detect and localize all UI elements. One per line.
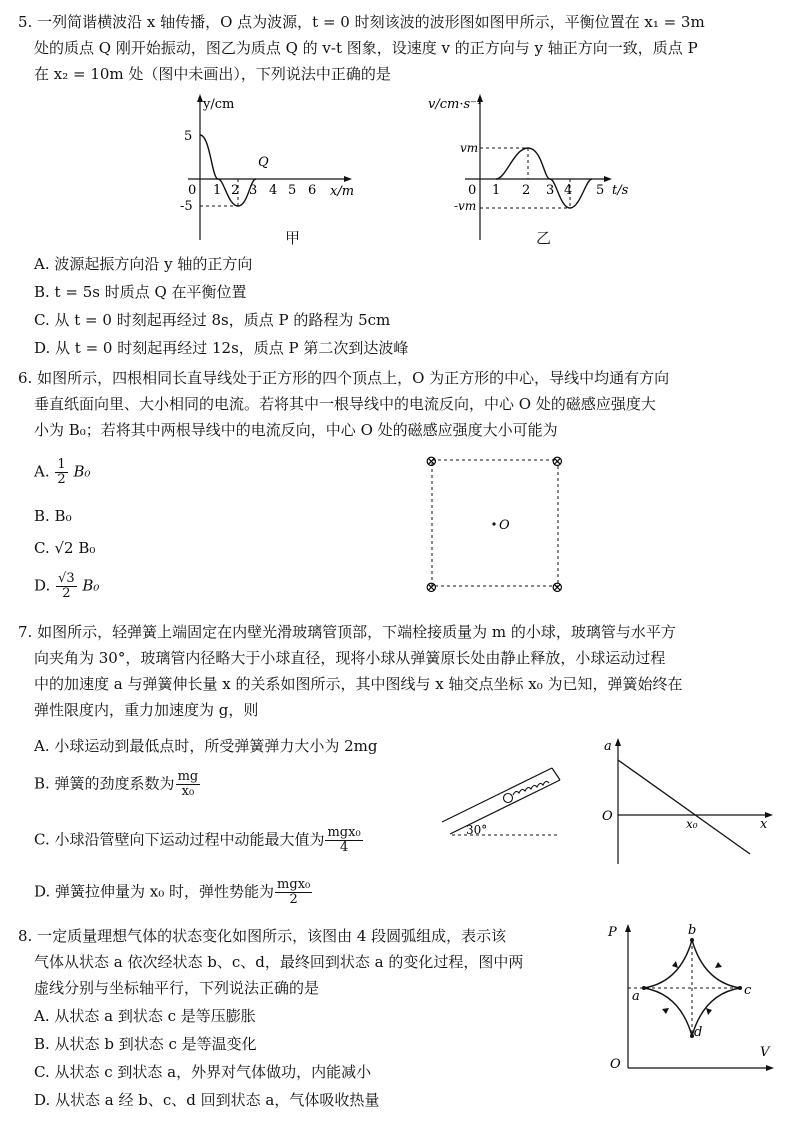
wire-top-right: ⊗ — [551, 452, 564, 470]
pv-ylabel-p: P — [608, 925, 617, 940]
wire-bottom-left: ⊗ — [425, 578, 438, 596]
yi-xlabel: t/s — [612, 183, 629, 198]
q6-option-a: A. $\frac{1}{2}$ B₀ — [34, 457, 91, 487]
jia-xtick-3: 3 — [249, 183, 258, 198]
q6-stem-line-1: 6. 如图所示，四根相同长直导线处于正方形的四个顶点上，O 为正方形的中心，导线中均通有方向 — [18, 369, 670, 387]
yi-xtick-4: 4 — [564, 183, 573, 198]
q8-option-a: A. 从状态 a 到状态 c 是等压膨胀 — [34, 1007, 256, 1025]
q8-stem-line-2: 气体从状态 a 依次经状态 b、c、d，最终回到状态 a 的变化过程，图中两 — [34, 953, 524, 971]
q5-option-d: D. 从 t = 0 时刻起再经过 12s，质点 P 第二次到达波峰 — [34, 339, 409, 357]
q5-option-a: A. 波源起振方向沿 y 轴的正方向 — [34, 255, 253, 273]
jia-origin: 0 — [188, 183, 197, 198]
yi-xtick-5: 5 — [596, 183, 605, 198]
jia-ytick-minus5: -5 — [180, 199, 193, 214]
q7-stem-line-4: 弹性限度内，重力加速度为 g，则 — [34, 701, 259, 719]
wire-bottom-right: ⊗ — [551, 578, 564, 596]
wire-top-left: ⊗ — [425, 452, 438, 470]
yi-xtick-3: 3 — [546, 183, 555, 198]
q6-stem-line-3: 小为 B₀；若将其中两根导线中的电流反向，中心 O 处的磁感应强度大小可能为 — [34, 421, 558, 439]
q5-wave-graph-jia — [180, 90, 370, 250]
jia-xlabel: x/m — [330, 184, 355, 199]
q6-square-wires-figure — [420, 448, 580, 598]
q5-vt-graph-yi — [420, 90, 630, 250]
q8-pv-diagram — [600, 918, 780, 1078]
center-o-label: O — [499, 518, 510, 533]
q7-stem-line-3: 中的加速度 a 与弹簧伸长量 x 的关系如图所示，其中图线与 x 轴交点坐标 x₀ 为已知，弹簧始终在 — [34, 675, 683, 693]
jia-xtick-6: 6 — [308, 183, 317, 198]
q6-option-c: C. √2 B₀ — [34, 539, 96, 557]
q7-a-x-graph — [598, 736, 778, 866]
tube-angle-label: 30° — [466, 823, 488, 837]
yi-xtick-1: 1 — [492, 183, 501, 198]
pv-state-b: b — [688, 923, 697, 938]
q5-caption-jia: 甲 — [285, 229, 301, 247]
q8-option-d: D. 从状态 a 经 b、c、d 回到状态 a，气体吸收热量 — [34, 1091, 380, 1109]
pv-state-c: c — [744, 983, 752, 998]
q7-option-c: C. 小球沿管壁向下运动过程中动能最大值为 $\frac{\text{mgx₀}}{4}$ — [34, 825, 361, 855]
jia-point-q: Q — [258, 155, 269, 170]
pv-state-d: d — [694, 1025, 703, 1040]
q5-stem-line-2: 处的质点 Q 刚开始振动，图乙为质点 Q 的 v-t 图象，设速度 v 的正方向与 y 轴正方向一致，质点 P — [34, 39, 698, 57]
q8-stem-line-3: 虚线分别与坐标轴平行，下列说法正确的是 — [34, 979, 320, 997]
graph-origin-o: O — [602, 809, 613, 824]
q6-option-b: B. B₀ — [34, 507, 72, 525]
q7-stem-line-2: 向夹角为 30°，玻璃管内径略大于小球直径，现将小球从弹簧原长处由静止释放，小球运动过程 — [34, 649, 666, 667]
q8-option-b: B. 从状态 b 到状态 c 是等温变化 — [34, 1035, 257, 1053]
jia-xtick-2: 2 — [231, 183, 240, 198]
graph-ylabel-a: a — [604, 739, 612, 754]
yi-xtick-2: 2 — [522, 183, 531, 198]
q6-stem-line-2: 垂直纸面向里、大小相同的电流。若将其中一根导线中的电流反向，中心 O 处的磁感应强度大 — [34, 395, 656, 413]
pv-xlabel-v: V — [760, 1045, 770, 1060]
q5-caption-yi: 乙 — [536, 229, 552, 247]
q5-option-b: B. t = 5s 时质点 Q 在平衡位置 — [34, 283, 247, 301]
yi-origin: 0 — [468, 183, 477, 198]
yi-ylabel: v/cm·s⁻¹ — [428, 97, 483, 112]
q7-stem-line-1: 7. 如图所示，轻弹簧上端固定在内壁光滑玻璃管顶部，下端栓接质量为 m 的小球，玻璃管与水平方 — [18, 623, 676, 641]
jia-ytick-5: 5 — [184, 129, 193, 144]
yi-ytick-minus-vm: -vm — [454, 199, 477, 213]
q7-option-a: A. 小球运动到最低点时，所受弹簧弹力大小为 2mg — [34, 737, 378, 755]
q5-option-c: C. 从 t = 0 时刻起再经过 8s，质点 P 的路程为 5cm — [34, 311, 391, 329]
q7-option-d: D. 弹簧拉伸量为 x₀ 时，弹性势能为 $\frac{\text{mgx₀}}{2}$ — [34, 877, 311, 907]
q7-option-b: B. 弹簧的劲度系数为 $\frac{mg}{\text{x₀}}$ — [34, 769, 199, 799]
q8-stem-line-1: 8. 一定质量理想气体的状态变化如图所示，该图由 4 段圆弧组成，表示该 — [18, 927, 507, 945]
q5-stem-line-1: 5. 一列简谐横波沿 x 轴传播，O 点为波源，t = 0 时刻该波的波形图如图甲所示，平衡位置在 x₁ = 3m — [18, 13, 705, 31]
q8-option-c: C. 从状态 c 到状态 a，外界对气体做功，内能减小 — [34, 1063, 372, 1081]
yi-ytick-vm: vm — [460, 141, 479, 155]
graph-xlabel-x: x — [760, 817, 768, 832]
q7-tube-spring-figure — [440, 760, 570, 850]
jia-xtick-1: 1 — [213, 183, 222, 198]
q5-stem-line-3: 在 x₂ = 10m 处（图中未画出），下列说法中正确的是 — [34, 65, 391, 83]
jia-xtick-5: 5 — [288, 183, 297, 198]
jia-ylabel: y/cm — [203, 97, 235, 112]
graph-x0-label: x₀ — [686, 817, 698, 831]
pv-origin-o: O — [610, 1057, 621, 1072]
jia-xtick-4: 4 — [269, 183, 278, 198]
q6-option-d: D. $\frac{√3}{2}$ B₀ — [34, 571, 100, 601]
pv-state-a: a — [632, 989, 640, 1004]
